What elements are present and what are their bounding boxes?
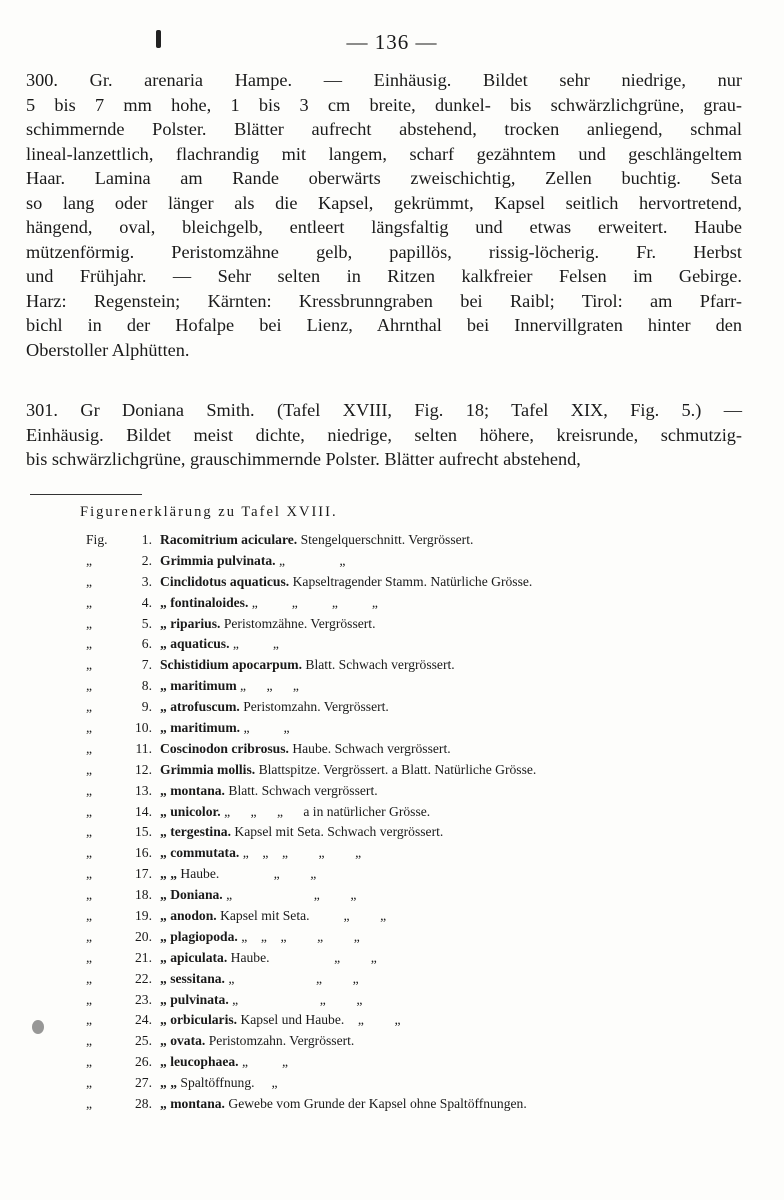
figure-prefix: „	[86, 552, 93, 568]
figure-taxon: „ apiculata.	[160, 949, 228, 965]
figure-number: 17.	[135, 866, 152, 882]
figure-caption	[160, 990, 362, 1011]
figure-legend-row	[86, 969, 756, 990]
figure-taxon: Grimmia mollis.	[160, 761, 256, 777]
figure-prefix: Fig.	[86, 532, 108, 547]
figure-description: Stengelquerschnitt. Vergrössert.	[300, 532, 474, 547]
figure-legend-row	[86, 843, 756, 864]
figure-description: „ „ „	[232, 991, 363, 1007]
figure-number: 21.	[135, 949, 152, 965]
figure-taxon: „ aquaticus.	[160, 636, 230, 652]
figure-prefix: „	[86, 678, 93, 694]
figure-prefix: „	[86, 970, 93, 986]
figure-caption	[160, 655, 455, 676]
figure-legend-row	[86, 676, 756, 697]
figure-caption	[160, 697, 389, 718]
figure-number: 24.	[135, 1012, 152, 1028]
figure-caption	[160, 822, 443, 843]
figure-number: 22.	[135, 970, 152, 986]
figure-caption	[160, 614, 375, 635]
figure-number: 12.	[135, 761, 152, 777]
figure-prefix: „	[86, 761, 93, 777]
species-300-entry	[26, 68, 742, 362]
figure-description: „ „ „ „	[251, 594, 378, 610]
text-line: Haar. Lamina am Rande oberwärts zweischichtig, Zellen buchtig. Seta	[26, 168, 742, 188]
figure-number: 4.	[141, 594, 152, 610]
figure-number: 16.	[135, 845, 152, 861]
figure-description: „ „	[241, 1054, 289, 1070]
text-line: 5 bis 7 mm hohe, 1 bis 3 cm breite, dunkel- bis schwärzlichgrüne, grau-	[26, 94, 742, 115]
ink-smudge	[32, 1020, 44, 1034]
figure-taxon: „ maritimum.	[160, 720, 241, 736]
figure-number: 28.	[135, 1096, 152, 1112]
figure-description: „ „	[243, 720, 290, 736]
figure-number: 3.	[141, 573, 152, 589]
figure-legend-row	[86, 1094, 756, 1115]
figure-description: „ „ „	[226, 887, 357, 903]
figure-taxon: „ „	[160, 1075, 177, 1091]
figure-legend-row	[86, 1010, 756, 1031]
figure-taxon: „ maritimum	[160, 678, 237, 694]
figure-caption	[160, 760, 536, 781]
figure-legend-row	[86, 948, 756, 969]
text-line: mützenförmig. Peristomzähne gelb, papillös, rissig-löcherig. Fr. Herbst	[26, 241, 742, 262]
figure-taxon: Coscinodon cribrosus.	[160, 740, 289, 756]
figure-taxon: „ montana.	[160, 782, 225, 798]
figure-caption	[160, 634, 279, 655]
figure-caption	[160, 1073, 278, 1094]
figure-taxon: Grimmia pulvinata.	[160, 552, 276, 568]
figure-prefix: „	[86, 1054, 93, 1070]
text-line: 301. Gr Doniana Smith. (Tafel XVIII, Fig. 18; Tafel XIX, Fig. 5.) —	[26, 400, 742, 420]
text-line: bis schwärzlichgrüne, grauschimmernde Polster. Blätter aufrecht abstehend,	[26, 449, 581, 469]
figure-legend-row	[86, 739, 756, 760]
figure-legend-row	[86, 1073, 756, 1094]
figure-description: „ „	[278, 552, 346, 568]
figure-caption	[160, 1010, 401, 1031]
figure-number: 26.	[135, 1054, 152, 1070]
figure-taxon: „ leucophaea.	[160, 1054, 239, 1070]
figure-taxon: Cinclidotus aquaticus.	[160, 573, 290, 589]
figure-caption	[160, 1052, 288, 1073]
figure-legend-row	[86, 572, 756, 593]
figure-taxon: „ orbicularis.	[160, 1012, 238, 1028]
figure-number: 2.	[141, 552, 152, 568]
figure-prefix: „	[86, 866, 93, 882]
figure-prefix: „	[86, 699, 93, 715]
figure-prefix: „	[86, 928, 93, 944]
figure-taxon: „ plagiopoda.	[160, 928, 238, 944]
figure-description: „ „	[232, 636, 279, 652]
figure-legend-row	[86, 530, 756, 551]
figure-taxon: „ Doniana.	[160, 887, 223, 903]
text-line: Harz: Regenstein; Kärnten: Kressbrunngraben bei Raibl; Tirol: am Pfarr-	[26, 290, 742, 311]
figure-caption	[160, 551, 345, 572]
figure-caption	[160, 885, 356, 906]
figure-legend-row	[86, 885, 756, 906]
figure-caption	[160, 676, 299, 697]
figure-taxon: „ tergestina.	[160, 824, 231, 840]
figure-prefix: „	[86, 1096, 93, 1112]
figure-caption	[160, 593, 378, 614]
figure-legend-title: Figurenerklärung zu Tafel XVIII.	[80, 504, 338, 520]
figure-description: „ „ „ a in natürlicher Grösse.	[224, 803, 431, 819]
figure-taxon: „ atrofuscum.	[160, 699, 240, 715]
figure-legend-row	[86, 614, 756, 635]
figure-prefix: „	[86, 1075, 93, 1091]
figure-taxon: „ montana.	[160, 1096, 225, 1112]
figure-legend-row	[86, 634, 756, 655]
figure-caption	[160, 969, 359, 990]
figure-description: Haube. „ „	[180, 866, 317, 882]
figure-taxon: „ „	[160, 866, 177, 882]
text-line: schimmernde Polster. Blätter aufrecht abstehend, trocken anliegend, schmal	[26, 119, 742, 139]
figure-caption	[160, 843, 361, 864]
page-number: — 136 —	[346, 30, 438, 54]
figure-caption	[160, 739, 451, 760]
text-line: bichl in der Hofalpe bei Lienz, Ahrnthal bei Innervillgraten hinter den	[26, 315, 742, 335]
figure-number: 20.	[135, 928, 152, 944]
figure-number: 11.	[135, 740, 152, 756]
figure-legend-row	[86, 990, 756, 1011]
figure-caption	[160, 572, 532, 593]
figure-description: Peristomzahn. Vergrössert.	[208, 1033, 355, 1049]
figure-prefix: „	[86, 573, 93, 589]
text-line: hängend, oval, bleichgelb, entleert längsfaltig und etwas erweitert. Haube	[26, 217, 742, 237]
figure-number: 19.	[135, 908, 152, 924]
figure-number: 15.	[135, 824, 152, 840]
figure-legend-row	[86, 822, 756, 843]
figure-taxon: „ commutata.	[160, 845, 240, 861]
figure-prefix: „	[86, 615, 93, 631]
figure-description: Spaltöffnung. „	[180, 1075, 278, 1091]
figure-legend-row	[86, 864, 756, 885]
figure-description: „ „ „ „ „	[241, 928, 360, 944]
figure-prefix: „	[86, 824, 93, 840]
figure-caption	[160, 927, 360, 948]
figure-prefix: „	[86, 887, 93, 903]
figure-prefix: „	[86, 1033, 93, 1049]
figure-caption	[160, 530, 473, 551]
figure-taxon: Schistidium apocarpum.	[160, 657, 303, 673]
figure-legend-row	[86, 718, 756, 739]
figure-number: 13.	[135, 782, 152, 798]
figure-prefix: „	[86, 782, 93, 798]
figure-legend-row	[86, 655, 756, 676]
figure-number: 14.	[135, 803, 152, 819]
figure-taxon: „ ovata.	[160, 1033, 206, 1049]
figure-description: Gewebe vom Grunde der Kapsel ohne Spaltöffnungen.	[228, 1096, 527, 1112]
figure-legend-row	[86, 760, 756, 781]
figure-legend-row	[86, 551, 756, 572]
figure-prefix: „	[86, 594, 93, 610]
figure-description: Kapsel und Haube. „ „	[240, 1012, 401, 1028]
figure-caption	[160, 1031, 354, 1052]
text-line: Oberstoller Alphütten.	[26, 339, 190, 360]
figure-description: Peristomzähne. Vergrössert.	[223, 615, 376, 631]
figure-legend-row	[86, 1052, 756, 1073]
figure-caption	[160, 1094, 527, 1115]
figure-description: Kapsel mit Seta. Schwach vergrössert.	[234, 824, 444, 840]
figure-legend-row	[86, 906, 756, 927]
figure-description: Blatt. Schwach vergrössert.	[228, 782, 378, 798]
figure-legend-row	[86, 697, 756, 718]
figure-legend-row	[86, 802, 756, 823]
figure-number: 27.	[135, 1075, 152, 1091]
figure-caption	[160, 864, 316, 885]
figure-number: 9.	[141, 699, 152, 715]
figure-number: 5.	[141, 615, 152, 631]
figure-prefix: „	[86, 720, 93, 736]
figure-legend-row	[86, 593, 756, 614]
figure-description: Blattspitze. Vergrössert. a Blatt. Natürliche Grösse.	[258, 761, 537, 777]
figure-prefix: „	[86, 803, 93, 819]
figure-description: „ „ „	[228, 970, 359, 986]
figure-number: 23.	[135, 991, 152, 1007]
figure-description: „ „ „	[240, 678, 299, 694]
figure-taxon: „ sessitana.	[160, 970, 225, 986]
figure-prefix: „	[86, 740, 93, 756]
footnote-rule	[30, 494, 142, 495]
figure-taxon: „ pulvinata.	[160, 991, 229, 1007]
figure-caption	[160, 718, 290, 739]
figure-description: „ „ „ „ „	[242, 845, 362, 861]
figure-taxon: „ riparius.	[160, 615, 221, 631]
figure-number: 18.	[135, 887, 152, 903]
figure-legend-row	[86, 781, 756, 802]
figure-number: 1.	[141, 532, 152, 547]
figure-description: Haube. Schwach vergrössert.	[292, 740, 451, 756]
figure-number: 10.	[135, 720, 152, 736]
figure-taxon: „ fontinaloides.	[160, 594, 249, 610]
figure-legend-row	[86, 927, 756, 948]
figure-prefix: „	[86, 636, 93, 652]
figure-taxon: „ unicolor.	[160, 803, 221, 819]
figure-prefix: „	[86, 1012, 93, 1028]
figure-prefix: „	[86, 991, 93, 1007]
figure-description: Peristomzahn. Vergrössert.	[243, 699, 389, 715]
figure-caption	[160, 948, 377, 969]
text-line: so lang oder länger als die Kapsel, gekrümmt, Kapsel seitlich hervortretend,	[26, 192, 742, 213]
figure-caption	[160, 906, 386, 927]
figure-taxon: „ anodon.	[160, 908, 217, 924]
species-301-entry	[26, 398, 742, 472]
figure-number: 25.	[135, 1033, 152, 1049]
figure-number: 6.	[141, 636, 152, 652]
figure-description: Blatt. Schwach vergrössert.	[305, 657, 455, 673]
figure-legend-list	[86, 530, 756, 1115]
figure-caption	[160, 802, 430, 823]
text-line: und Frühjahr. — Sehr selten in Ritzen kalkfreier Felsen im Gebirge.	[26, 266, 742, 286]
figure-number: 7.	[141, 657, 152, 673]
figure-description: Haube. „ „	[230, 949, 377, 965]
figure-taxon: Racomitrium aciculare.	[160, 532, 298, 547]
text-line: 300. Gr. arenaria Hampe. — Einhäusig. Bildet sehr niedrige, nur	[26, 70, 742, 90]
figure-caption	[160, 781, 378, 802]
figure-prefix: „	[86, 657, 93, 673]
figure-prefix: „	[86, 949, 93, 965]
text-line: lineal-lanzettlich, flachrandig mit langem, scharf gezähntem und geschlängeltem	[26, 143, 742, 164]
figure-legend-row	[86, 1031, 756, 1052]
figure-description: Kapsel mit Seta. „ „	[220, 908, 387, 924]
figure-number: 8.	[141, 678, 152, 694]
figure-description: Kapseltragender Stamm. Natürliche Grösse.	[292, 573, 533, 589]
figure-prefix: „	[86, 908, 93, 924]
text-line: Einhäusig. Bildet meist dichte, niedrige, selten höhere, kreisrunde, schmutzig-	[26, 424, 742, 445]
figure-prefix: „	[86, 845, 93, 861]
